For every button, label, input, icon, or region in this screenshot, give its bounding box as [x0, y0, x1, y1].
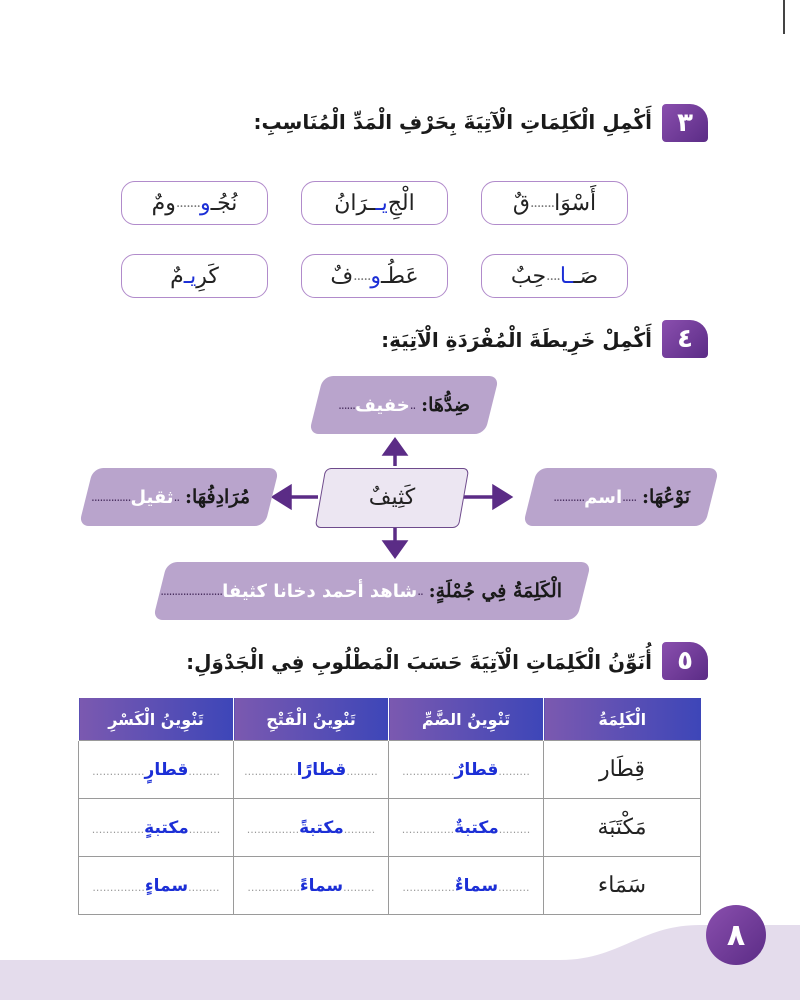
- word-pill-6: كَرِ يـ مٌ: [121, 254, 268, 298]
- tanween-table: [78, 698, 701, 915]
- word-pill-4: صَـ ـا .... حِبٌ: [481, 254, 628, 298]
- answer-cell: .........مكتبةٌ...............: [389, 799, 544, 857]
- arrow-down-icon: [385, 542, 405, 556]
- question-3-title: أَكْمِلِ الْكَلِمَاتِ الْآتِيَةَ بِحَرْفِ الْمَدِّ الْمُنَاسِبِ:: [253, 110, 652, 134]
- answer-cell: .........سماءٌ...............: [389, 857, 544, 915]
- row-word: مَكْتَبَة: [544, 799, 701, 857]
- footer-wave: [0, 920, 800, 1000]
- header-word: الْكَلِمَةُ: [544, 698, 701, 741]
- page-number: ٨: [706, 905, 766, 965]
- answer-cell: .........مكتبةً...............: [234, 799, 389, 857]
- question-4-badge: ٤: [662, 320, 708, 358]
- question-4-title: أَكْمِلْ خَرِيطَةَ الْمُفْرَدَةِ الْآتِيَةِ:: [381, 328, 652, 352]
- answer-cell: .........مكتبةٍ...............: [79, 799, 234, 857]
- answer-cell: .........سماءٍ...............: [79, 857, 234, 915]
- header-damm: تَنْوِينُ الضَّمِّ: [389, 698, 544, 741]
- row-word: قِطَار: [544, 741, 701, 799]
- question-5-title: أُنَوِّنُ الْكَلِمَاتِ الْآتِيَةَ حَسَبَ الْمَطْلُوبِ فِي الْجَدْوَلِ:: [186, 650, 652, 674]
- table-row: [79, 741, 701, 799]
- answer-cell: .........سماءً...............: [234, 857, 389, 915]
- answer-cell: .........قطارٍ...............: [79, 741, 234, 799]
- word-pill-3: نُجُـ و ....... ومٌ: [121, 181, 268, 225]
- question-3-badge: ٣: [662, 104, 708, 142]
- table-header-row: [79, 698, 701, 741]
- question-5-badge: ٥: [662, 642, 708, 680]
- table-row: [79, 799, 701, 857]
- answer-cell: .........قطارًا...............: [234, 741, 389, 799]
- table-row: [79, 857, 701, 915]
- type-box: نَوْعُهَا: ..... اسم ...........: [523, 468, 719, 526]
- center-word-box: كَثِيفٌ: [315, 468, 470, 528]
- row-word: سَمَاء: [544, 857, 701, 915]
- arrow-up-icon: [385, 440, 405, 454]
- sentence-box: الْكَلِمَةُ فِي جُمْلَةٍ: .. شاهد أحمد دخانا كثيفا ......................: [153, 562, 591, 620]
- word-pill-5: عَطُـ و ..... فٌ: [301, 254, 448, 298]
- answer-cell: .........قطارٌ...............: [389, 741, 544, 799]
- synonym-box: مُرَادِفُهَا: .. ثقيل ..............: [79, 468, 279, 526]
- opposite-box: ضِدُّهَا: .. خفيف ......: [309, 376, 499, 434]
- crop-mark: [783, 0, 785, 34]
- header-fath: تَنْوِينُ الْفَتْحِ: [234, 698, 389, 741]
- header-kasr: تَنْوِينُ الْكَسْرِ: [79, 698, 234, 741]
- arrow-right-icon: [494, 487, 510, 507]
- arrow-left-icon: [274, 487, 290, 507]
- word-pill-2: الْجِ يـ ـرَانُ: [301, 181, 448, 225]
- word-pill-1: أَسْوَا ....... قٌ: [481, 181, 628, 225]
